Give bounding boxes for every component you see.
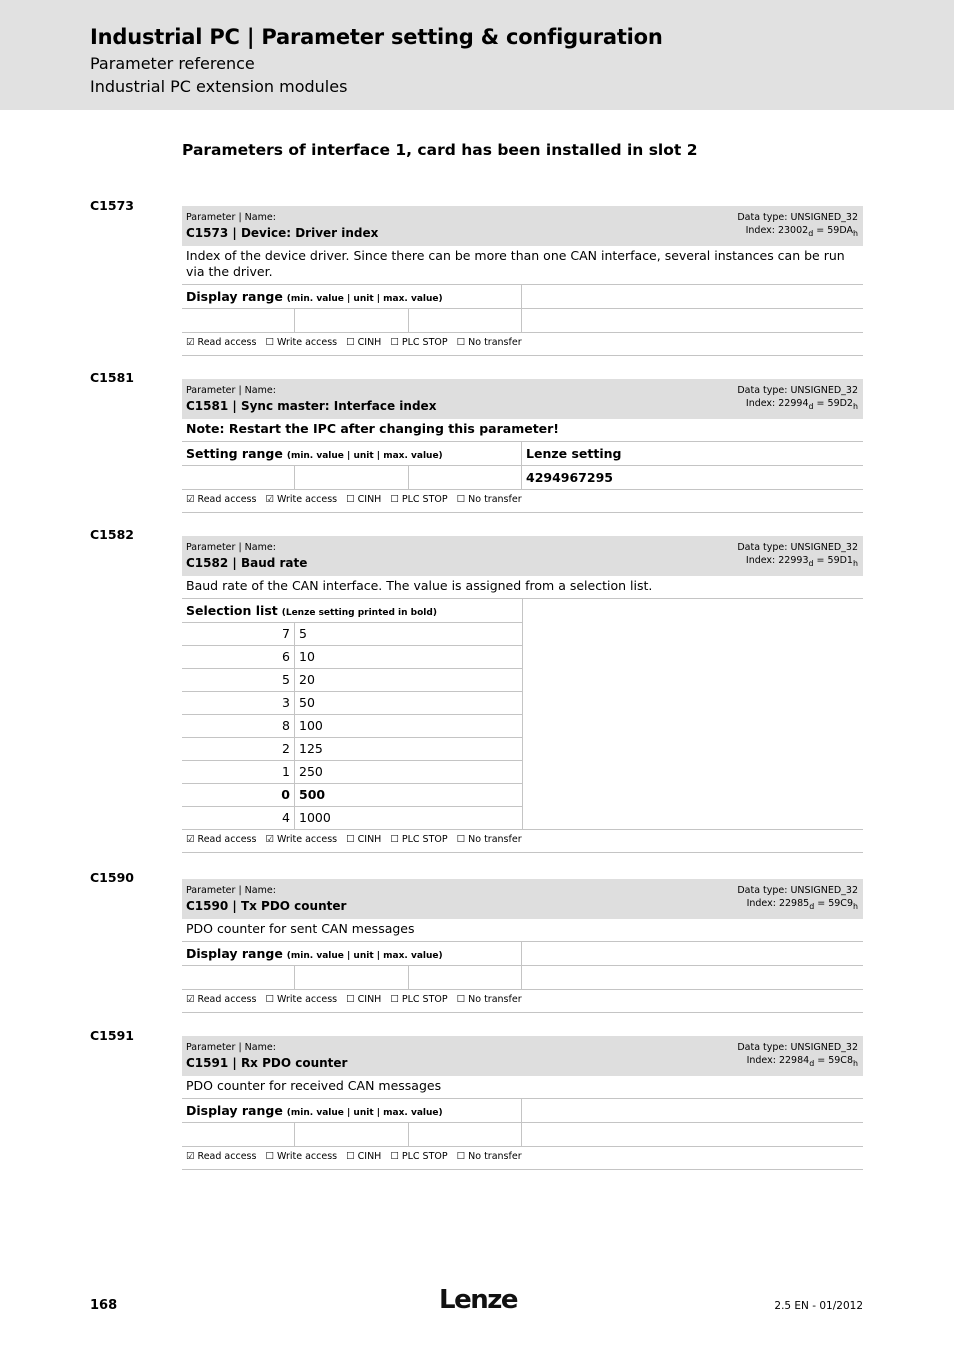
- param-block-c1582: [182, 536, 863, 853]
- param-datatype: Data type: UNSIGNED_32: [737, 1042, 858, 1053]
- range-values-row: [182, 309, 863, 333]
- param-datatype: Data type: UNSIGNED_32: [737, 212, 858, 223]
- range-label: Display range (min. value | unit | max. value): [182, 942, 522, 965]
- param-description: Baud rate of the CAN interface. The value is assigned from a selection list.: [182, 576, 863, 599]
- selection-option: 3 50: [182, 691, 522, 714]
- param-description: PDO counter for received CAN messages: [182, 1076, 863, 1099]
- range-max: [409, 966, 522, 989]
- access-flags: ☑ Read access ☑ Write access ☐ CINH ☐ PLC STOP ☐ No transfer: [182, 490, 863, 513]
- param-header: [182, 1036, 863, 1076]
- param-header-label: Parameter | Name:: [186, 212, 276, 223]
- range-unit: [295, 1123, 409, 1146]
- page-header: [0, 0, 954, 110]
- access-flags: ☑ Read access ☐ Write access ☐ CINH ☐ PLC STOP ☐ No transfer: [182, 333, 863, 356]
- lenze-setting-value: 4294967295: [526, 470, 613, 485]
- param-header-label: Parameter | Name:: [186, 542, 276, 553]
- param-note: Note: Restart the IPC after changing this parameter!: [182, 419, 863, 442]
- param-code-c1573: C1573: [90, 198, 134, 213]
- range-max: [409, 466, 522, 489]
- param-description: Index of the device driver. Since there can be more than one CAN interface, several instances can be run via the driver.: [182, 246, 863, 285]
- access-flags: ☑ Read access ☐ Write access ☐ CINH ☐ PLC STOP ☐ No transfer: [182, 1147, 863, 1170]
- param-index: Index: $22993_d = 59D1_h$: [745, 555, 858, 568]
- param-header-label: Parameter | Name:: [186, 885, 276, 896]
- param-name: C1591 | Rx PDO counter: [186, 1056, 348, 1070]
- param-name: C1582 | Baud rate: [186, 556, 308, 570]
- access-flags: ☑ Read access ☐ Write access ☐ CINH ☐ PLC STOP ☐ No transfer: [182, 990, 863, 1013]
- range-unit: [295, 466, 409, 489]
- selection-option: 6 10: [182, 645, 522, 668]
- header-subtitle-1: Parameter reference: [90, 54, 255, 73]
- range-values-row: [182, 966, 863, 990]
- param-block-c1581: [182, 379, 863, 513]
- range-values-row: [182, 466, 863, 490]
- access-flags: ☑ Read access ☑ Write access ☐ CINH ☐ PLC STOP ☐ No transfer: [182, 830, 863, 853]
- range-label: Display range (min. value | unit | max. value): [182, 1099, 522, 1122]
- range-min: [182, 466, 295, 489]
- range-header-row: [182, 942, 863, 966]
- range-min: [182, 1123, 295, 1146]
- range-max: [409, 309, 522, 332]
- param-header: [182, 879, 863, 919]
- param-header-label: Parameter | Name:: [186, 385, 276, 396]
- param-code-c1591: C1591: [90, 1028, 134, 1043]
- param-datatype: Data type: UNSIGNED_32: [737, 885, 858, 896]
- param-index: Index: $22985_d = 59C9_h$: [746, 898, 858, 911]
- param-code-c1582: C1582: [90, 527, 134, 542]
- range-max: [409, 1123, 522, 1146]
- param-header: [182, 536, 863, 576]
- param-code-c1590: C1590: [90, 870, 134, 885]
- range-label: Setting range (min. value | unit | max. value): [182, 442, 522, 465]
- param-header-label: Parameter | Name:: [186, 1042, 276, 1053]
- param-datatype: Data type: UNSIGNED_32: [737, 385, 858, 396]
- range-min: [182, 309, 295, 332]
- param-header: [182, 379, 863, 419]
- param-index: Index: $23002_d = 59DA_h$: [745, 225, 858, 238]
- range-header-row: [182, 442, 863, 466]
- param-header: [182, 206, 863, 246]
- param-name: C1573 | Device: Driver index: [186, 226, 379, 240]
- param-name: C1581 | Sync master: Interface index: [186, 399, 437, 413]
- selection-option: 7 5: [182, 622, 522, 645]
- selection-list-label: Selection list (Lenze setting printed in bold): [186, 603, 437, 618]
- header-title: Industrial PC | Parameter setting & configuration: [90, 25, 663, 49]
- param-code-c1581: C1581: [90, 370, 134, 385]
- selection-list: [182, 599, 863, 830]
- range-unit: [295, 966, 409, 989]
- range-header-row: [182, 285, 863, 309]
- header-subtitle-2: Industrial PC extension modules: [90, 77, 348, 96]
- range-label: Display range (min. value | unit | max. value): [182, 285, 522, 308]
- selection-option: 1 250: [182, 760, 522, 783]
- selection-option: 4 1000: [182, 806, 522, 829]
- param-block-c1590: [182, 879, 863, 1013]
- range-values-row: [182, 1123, 863, 1147]
- page-number: 168: [90, 1298, 118, 1313]
- section-title: Parameters of interface 1, card has been installed in slot 2: [182, 141, 698, 159]
- range-min: [182, 966, 295, 989]
- param-block-c1573: [182, 206, 863, 356]
- param-index: Index: $22994_d = 59D2_h$: [745, 398, 858, 411]
- svg-text:Lenze: Lenze: [439, 1285, 517, 1314]
- selection-option: 2 125: [182, 737, 522, 760]
- param-datatype: Data type: UNSIGNED_32: [737, 542, 858, 553]
- param-description: PDO counter for sent CAN messages: [182, 919, 863, 942]
- param-name: C1590 | Tx PDO counter: [186, 899, 347, 913]
- lenze-logo: [438, 1284, 518, 1314]
- selection-option: 8 100: [182, 714, 522, 737]
- selection-option: 5 20: [182, 668, 522, 691]
- document-version: 2.5 EN - 01/2012: [774, 1300, 863, 1312]
- param-block-c1591: [182, 1036, 863, 1170]
- lenze-setting-label: Lenze setting: [526, 446, 622, 461]
- selection-option-default: 0 500: [182, 783, 522, 806]
- param-index: Index: $22984_d = 59C8_h$: [746, 1055, 858, 1068]
- range-unit: [295, 309, 409, 332]
- range-header-row: [182, 1099, 863, 1123]
